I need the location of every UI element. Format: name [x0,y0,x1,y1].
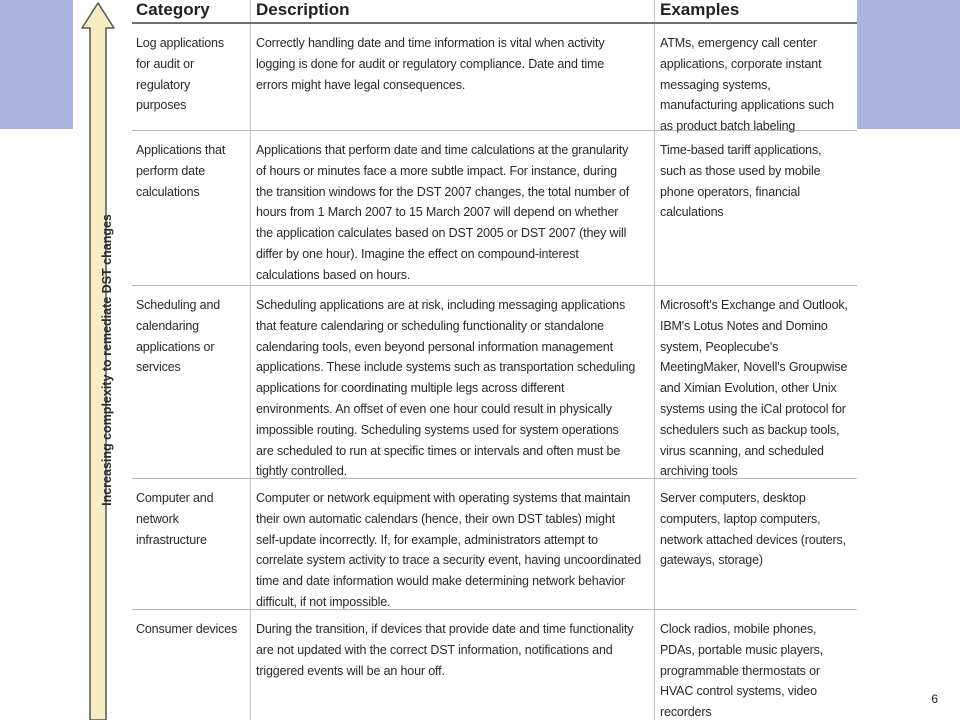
description-cell: Scheduling applications are at risk, including messaging applications that feature calendaring or scheduling functionality or standalone calendaring tools, even beyond personal information management applications. These include systems such as transportation scheduling applications for coordinating multiple legs across different environments. An offset of even one hour could result in physically impossible routing. Scheduling systems used for system operations are scheduled to run at specific times or intervals and often must be tightly controlled. [256,298,636,479]
header-category: Category [136,0,210,19]
description-cell: Computer or network equipment with operating systems that maintain their own automatic calendars (hence, their own DST tables) might self-update incorrectly. If, for example, administrators attempt to correlate system activity to trace a security event, having uncoordinated time and date information would make determining network behavior difficult, if not impossible. [256,491,642,609]
table-row-scheduling [132,286,857,479]
examples-cell: Server computers, desktop computers, laptop computers, network attached devices (routers, gateways, storage) [660,491,846,568]
table-row-consumer-devices [132,610,857,720]
slide-accent-right [857,0,960,129]
category-cell: Log applications for audit or regulatory purposes [136,36,224,113]
header-examples: Examples [660,0,740,19]
category-cell: Consumer devices [136,622,238,636]
examples-cell: Clock radios, mobile phones, PDAs, portable music players, programmable thermostats or HVAC control systems, video recorders [660,622,824,720]
table-row-log-applications [132,24,857,134]
table-row-date-calculations [132,131,857,286]
description-cell: During the transition, if devices that provide date and time functionality are not updated with the correct DST information, notifications and triggered events will be an hour off. [256,622,634,678]
category-cell: Scheduling and calendaring applications or services [136,298,221,375]
complexity-arrow-icon [73,0,123,720]
dst-table-figure [73,0,857,720]
table-header [132,0,857,24]
slide-accent-left [0,0,73,129]
table-row-infrastructure [132,479,857,610]
page-number: 6 [931,692,938,706]
examples-cell: Time-based tariff applications, such as those used by mobile phone operators, financial calculations [660,143,822,220]
examples-cell: Microsoft's Exchange and Outlook, IBM's Lotus Notes and Domino system, Peoplecube's MeetingMaker, Novell's Groupwise and Ximian Evolution, other Unix systems using the iCal protocol for schedulers such as backup tools, virus scanning, and scheduled archiving tools [660,298,848,479]
dst-impact-table [132,0,857,720]
examples-cell: ATMs, emergency call center applications, corporate instant messaging systems, manufacturing applications such as product batch labeling [660,36,834,134]
complexity-axis-label: Increasing complexity to remediate DST changes [100,214,114,506]
description-cell: Applications that perform date and time calculations at the granularity of hours or minutes face a more subtle impact. For instance, during the transition windows for the DST 2007 changes, the total number of hours from 1 March 2007 to 15 March 2007 will depend on whether the application calculates based on DST 2005 or DST 2007 (they will differ by one hour). Imagine the effect on compound-interest calculations based on hours. [256,143,630,282]
description-cell: Correctly handling date and time information is vital when activity logging is done for audit or regulatory compliance. Date and time errors might have legal consequences. [256,36,605,92]
category-cell: Computer and network infrastructure [136,491,214,547]
category-cell: Applications that perform date calculations [136,143,226,199]
header-description: Description [256,0,350,19]
